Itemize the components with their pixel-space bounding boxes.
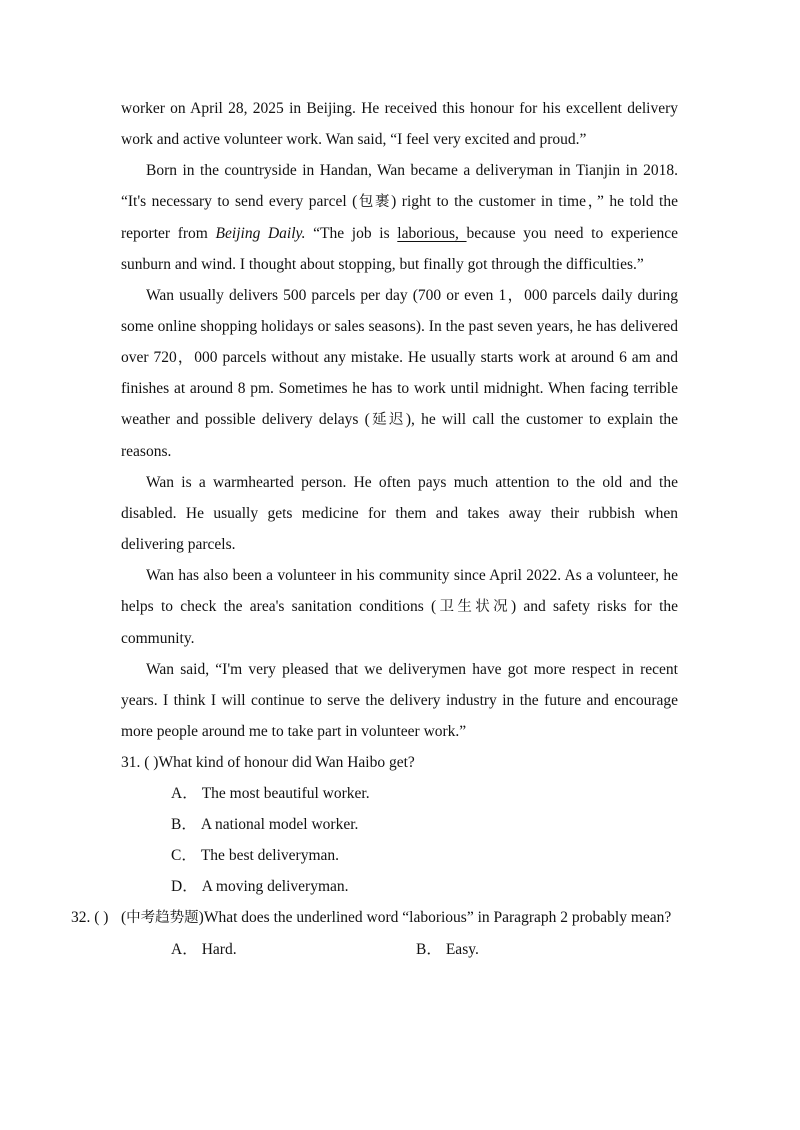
option-a	[171, 778, 678, 809]
option-text: Hard.	[201, 941, 237, 958]
question-32	[71, 902, 678, 965]
option-a	[171, 934, 416, 965]
option-c	[171, 840, 678, 871]
paragraph-1-text: worker on April 28, 2025 in Beijing. He received this honour for his excellent delivery work and active volunteer work. Wan said, “I feel very excited and proud.”	[121, 100, 678, 148]
question-31-stem: What kind of honour did Wan Haibo get?	[158, 754, 415, 771]
newspaper-name: Beijing Daily.	[215, 225, 306, 242]
paragraph-2-part-d: because you need to experience sunburn and wind. I thought about stopping, but finally got through the difficulties.”	[121, 225, 678, 273]
option-letter: A．	[171, 785, 198, 802]
paragraph-4	[121, 467, 678, 560]
cjk-gloss-parcel: 包裹	[357, 194, 392, 210]
paragraph-3-part-b: ), he will call the customer to explain the reasons.	[121, 411, 679, 460]
paragraph-6	[121, 654, 678, 747]
option-letter: B．	[171, 816, 197, 833]
paragraph-2-part-c: “The job is	[305, 225, 398, 242]
question-32-tag-close: )	[198, 909, 204, 926]
paragraph-5-part-b: ) and safety risks for the community.	[121, 598, 679, 647]
option-d	[171, 871, 678, 902]
paragraph-4-text: Wan is a warmhearted person. He often pays much attention to the old and the disabled. He usually gets medicine for them and takes away their rubbish when delivering parcels.	[121, 474, 678, 553]
question-31	[121, 747, 678, 902]
option-text: The best deliveryman.	[200, 847, 340, 864]
option-letter: D．	[171, 878, 198, 895]
option-letter: B．	[416, 941, 442, 958]
option-letter: A．	[171, 941, 198, 958]
question-31-number: 31. ( )	[121, 754, 159, 771]
paragraph-2-part-b: ) right to the customer in time，” he told the reporter from	[121, 193, 678, 242]
cjk-gloss-delay: 延迟	[369, 412, 406, 428]
option-b	[416, 934, 661, 965]
paragraph-2-part-a: Born in the countryside in Handan, Wan became a deliveryman in Tianjin in 2018. “It's necessary to send every parcel (	[121, 162, 678, 210]
option-text: A moving deliveryman.	[201, 878, 349, 895]
question-31-stem-line	[121, 747, 678, 778]
cjk-gloss-sanitation: 卫生状况	[436, 599, 511, 615]
question-31-options	[121, 778, 678, 902]
paragraph-3-part-a: Wan usually delivers 500 parcels per day (700 or even 1，000 parcels daily during some online shopping holidays or sales seasons). In the past seven years, he has delivered over 720，000 parcels without any mistake. He usually starts work at around 6 am and finishes at around 8 pm. Sometimes he has to work until midnight. When facing terrible weather and possible delivery delays (	[121, 287, 678, 428]
paragraph-6-text: Wan said, “I'm very pleased that we deliverymen have got more respect in recent years. I think I will continue to serve the delivery industry in the future and encourage more people around me to take part in volunteer work.”	[121, 661, 678, 740]
option-row	[171, 934, 678, 965]
paragraph-1	[121, 93, 678, 155]
question-32-stem: What does the underlined word “laborious” in Paragraph 2 probably mean?	[203, 909, 672, 926]
option-text: The most beautiful worker.	[201, 785, 370, 802]
paragraph-3	[121, 280, 678, 467]
question-32-tag-open: (	[121, 909, 127, 926]
option-text: Easy.	[445, 941, 479, 958]
paragraph-5	[121, 560, 678, 654]
underlined-word-laborious: laborious,	[397, 225, 467, 242]
paragraph-5-part-a: Wan has also been a volunteer in his community since April 2022. As a volunteer, he helps to check the area's sanitation conditions (	[121, 567, 678, 615]
paragraph-2	[121, 155, 678, 280]
question-32-tag: 中考趋势题	[126, 910, 199, 926]
option-letter: C．	[171, 847, 197, 864]
question-32-options	[121, 934, 678, 965]
option-text: A national model worker.	[200, 816, 359, 833]
question-32-stem-line: 32. ( ) (中考趋势题)What does the underlined word “laborious” in Paragraph 2 probably mean?	[71, 909, 672, 926]
document-page	[71, 93, 679, 965]
option-b	[171, 809, 678, 840]
